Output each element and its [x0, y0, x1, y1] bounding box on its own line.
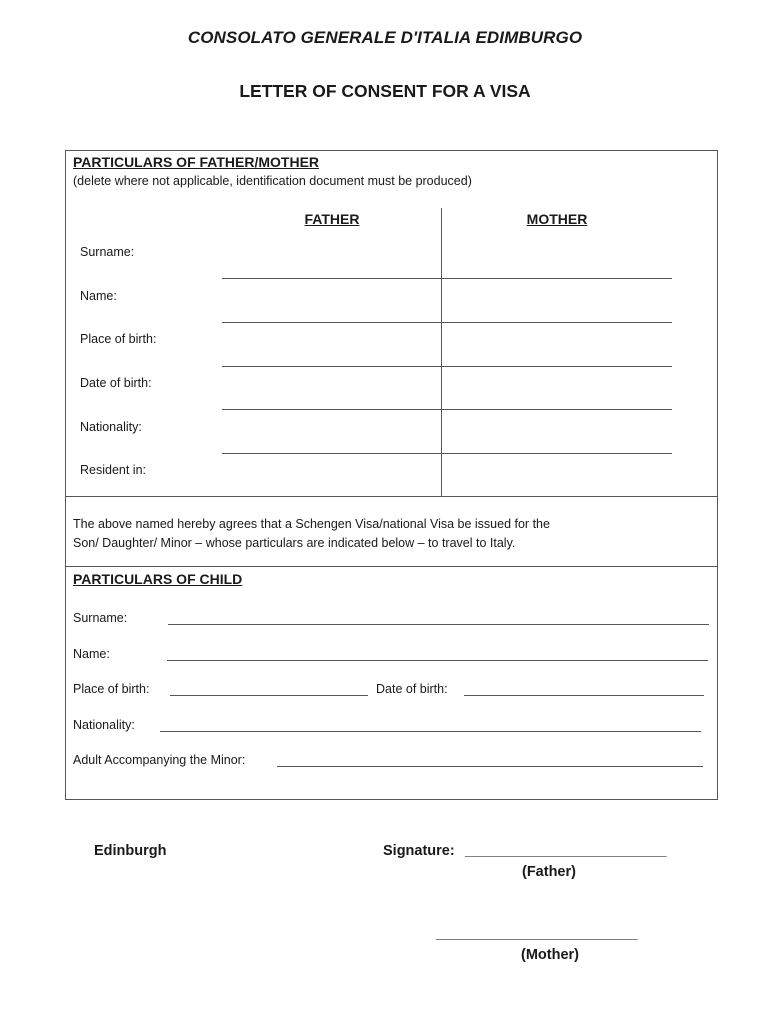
parent-name-label: Name: — [80, 289, 117, 303]
child-date-of-birth-line[interactable] — [464, 695, 704, 696]
father-caption: (Father) — [522, 864, 576, 880]
consulate-name: CONSOLATO GENERALE D'ITALIA EDIMBURGO — [187, 28, 583, 47]
parents-heading: PARTICULARS OF FATHER/MOTHER — [73, 154, 320, 170]
child-place-of-birth-line[interactable] — [170, 695, 368, 696]
parent-surname-line[interactable] — [222, 278, 672, 279]
child-name-label: Name: — [73, 647, 110, 661]
parent-place-of-birth-line[interactable] — [222, 366, 672, 367]
parents-section-divider — [65, 496, 718, 497]
parent-resident-in-label: Resident in: — [80, 463, 147, 477]
mother-column-heading: MOTHER — [526, 211, 588, 227]
father-signature-line[interactable]: _________________________ — [465, 843, 667, 859]
parent-name-line[interactable] — [222, 322, 672, 323]
agreement-section-divider — [65, 566, 718, 567]
parent-place-of-birth-label: Place of birth: — [80, 332, 157, 346]
child-surname-label: Surname: — [73, 611, 128, 625]
parents-note: (delete where not applicable, identification document must be produced) — [73, 174, 472, 188]
parent-surname-label: Surname: — [80, 245, 135, 259]
signature-label: Signature: — [383, 843, 455, 859]
child-place-of-birth-label: Place of birth: — [73, 682, 150, 696]
mother-caption: (Mother) — [521, 947, 579, 963]
parent-nationality-line[interactable] — [222, 453, 672, 454]
document-title: LETTER OF CONSENT FOR A VISA — [239, 81, 531, 101]
mother-signature-line[interactable]: _________________________ — [436, 926, 638, 942]
child-date-of-birth-label: Date of birth: — [376, 682, 448, 696]
adult-accompanying-label: Adult Accompanying the Minor: — [73, 753, 246, 767]
child-name-line[interactable] — [167, 660, 708, 661]
child-surname-line[interactable] — [168, 624, 709, 625]
agreement-line-2: Son/ Daughter/ Minor – whose particulars are indicated below – to travel to Italy. — [73, 536, 516, 550]
child-nationality-label: Nationality: — [73, 718, 135, 732]
adult-accompanying-line[interactable] — [277, 766, 703, 767]
father-column-heading: FATHER — [304, 211, 360, 227]
parent-nationality-label: Nationality: — [80, 420, 142, 434]
child-nationality-line[interactable] — [160, 731, 701, 732]
place-edinburgh: Edinburgh — [94, 843, 167, 859]
form-frame — [65, 150, 718, 800]
parent-date-of-birth-label: Date of birth: — [80, 376, 152, 390]
agreement-line-1: The above named hereby agrees that a Schengen Visa/national Visa be issued for the — [73, 517, 550, 531]
child-heading: PARTICULARS OF CHILD — [73, 571, 243, 587]
parent-date-of-birth-line[interactable] — [222, 409, 672, 410]
